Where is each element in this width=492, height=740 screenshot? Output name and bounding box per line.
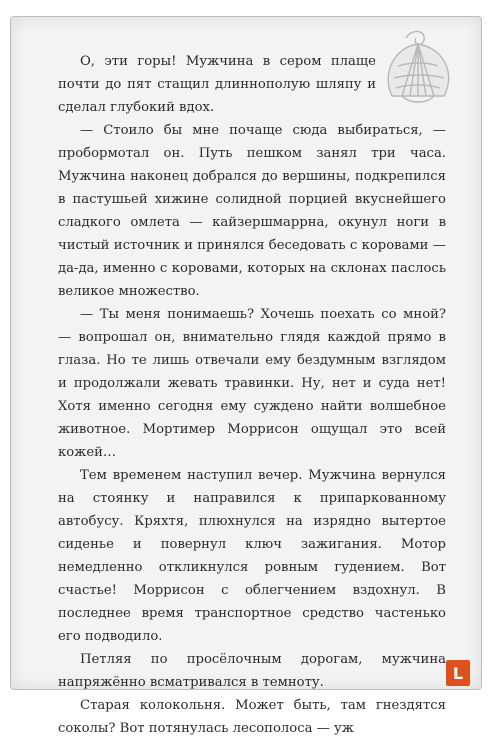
paragraph: — Стоило бы мне почаще сюда выбираться, — пробормотал он. Путь пешком занял три часа. Мужчина наконец добрался до вершины, подкрепился в пастушьей хижине солидной порцией вкуснейшего сладкого омлета — кайзершмаррна, окунул ноги в чистый источник и принялся беседовать с коровами — да-да, именно с коровами, которых на склонах паслось великое множество. [58,123,446,299]
paragraph: Тем временем наступил вечер. Мужчина вернулся на стоянку и направился к припаркованному автобусу. Кряхтя, плюхнулся на изрядно вытертое сиденье и повернул ключ зажигания. Мотор немедленно откликнулся ровным гудением. Вот счастье! Моррисон с облегчением вздохнул. В последнее время транспортное средство частенько его подводило. [58,468,446,644]
paragraph: — Ты меня понимаешь? Хочешь поехать со мной? — вопрошал он, внимательно глядя каждой прямо в глаза. Но те лишь отвечали ему бездумным взглядом и продолжали жевать травинки. Ну, нет и суда нет! Хотя именно сегодня ему суждено найти волшебное животное. Мортимер Моррисон ощущал это всей кожей… [58,307,446,460]
paragraph: Старая колокольня. Может быть, там гнездятся соколы? Вот потянулась лесополоса — уж [58,698,446,736]
body-text [58,50,446,740]
paragraph: О, эти горы! Мужчина в сером плаще почти до пят стащил длиннополую шляпу и сделал глубокий вдох. [58,54,376,115]
publisher-logo: L [446,660,470,686]
paragraph: Петляя по просёлочным дорогам, мужчина напряжённо всматривался в темноту. [58,652,446,690]
